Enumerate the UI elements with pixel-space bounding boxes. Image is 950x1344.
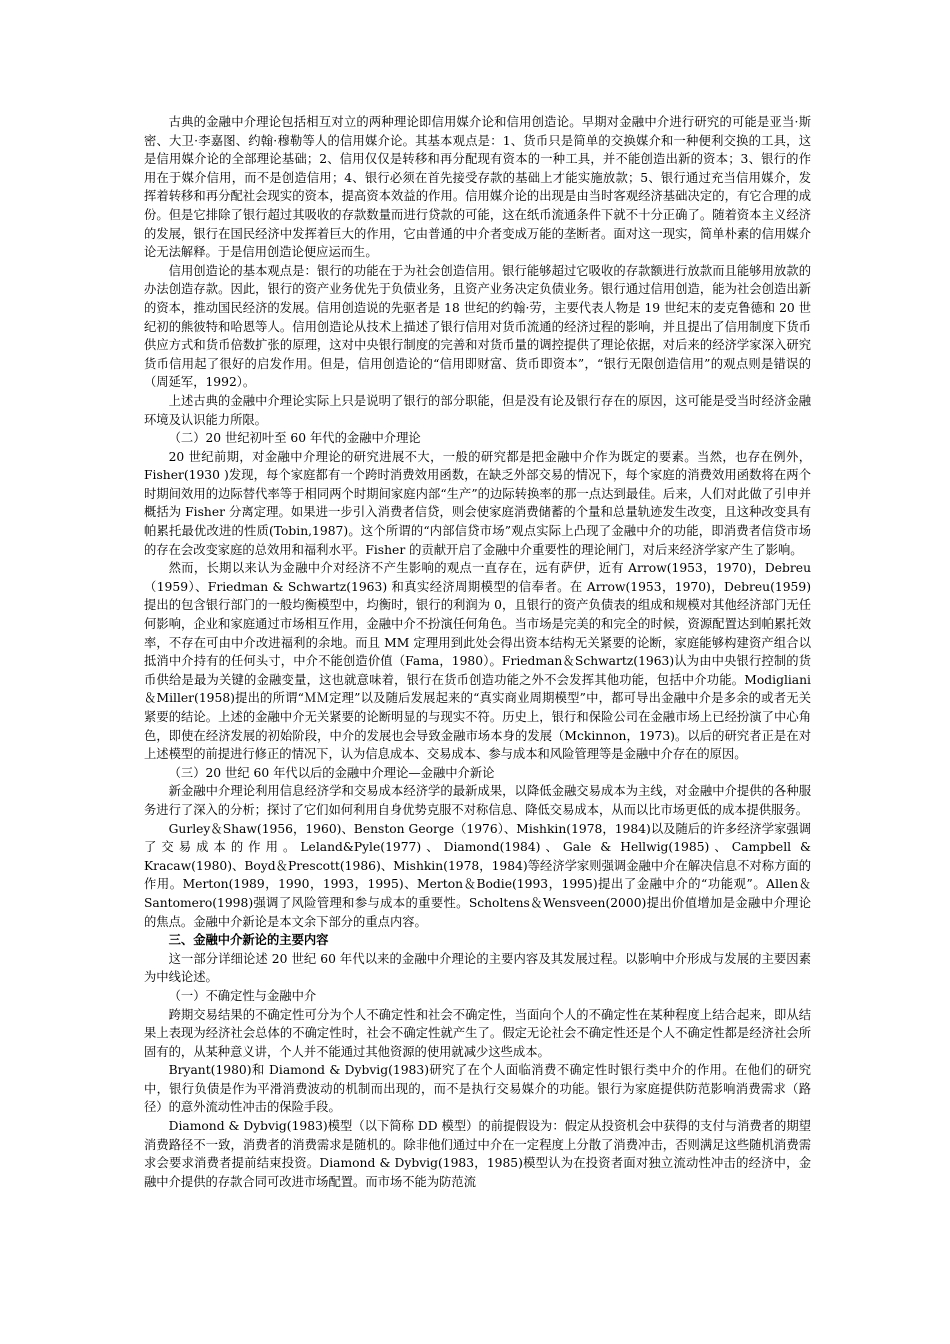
body-paragraph: 20 世纪前期，对金融中介理论的研究进展不大，一般的研究都是把金融中介作为既定的要素。当然，也存在例外，Fisher(1930 )发现，每个家庭都有一个跨时消费效用函数，在缺乏外部交易的情况下，每个家庭的消费效用函数将在两个时期间效用的边际替代率等于相同两个时期间家庭内部“生产”的边际转换率的那一点达到最佳。后来，人们对此做了引申并概括为 Fisher 分离定理。如果进一步引入消费者信贷，则会使家庭消费储蓄的个量和总量轨迹发生改变，且这种改变具有帕累托最优改进的性质(Tobin,1987)。这个所谓的“内部信贷市场”观点实际上凸现了金融中介的功能，即消费者信贷市场的存在会改变家庭的总效用和福利水平。Fisher 的贡献开启了金融中介重要性的理论闸门，对后来经济学家产生了影响。 (144, 449, 811, 557)
subsection-heading: （三）20 世纪 60 年代以后的金融中介理论—金融中介新论 (168, 765, 495, 780)
body-paragraph: 跨期交易结果的不确定性可分为个人不确定性和社会不确定性，当面向个人的不确定性在某种程度上结合起来，即从结果上表现为经济社会总体的不确定性时，社会不确定性就产生了。假定无论社会不确定性还是个人不确定性都是经济社会所固有的，从某种意义讲，个人并不能通过其他资源的使用就减少这些成本。 (144, 1007, 811, 1059)
body-paragraph: Diamond & Dybvig(1983)模型（以下简称 DD 模型）的前提假设为：假定从投资机会中获得的支付与消费者的期望消费路径不一致，消费者的消费需求是随机的。除非他们通过中介在一定程度上分散了消费冲击，否则满足这些随机消费需求会要求消费者提前结束投资。Diamond & Dybvig(1983，1985)模型认为在投资者面对独立流动性冲击的经济中，金融中介提供的存款合同可改进市场配置。而市场不能为防范流 (144, 1119, 811, 1189)
document-page (144, 113, 811, 1191)
body-paragraph: 上述古典的金融中介理论实际上只是说明了银行的部分职能，但是没有论及银行存在的原因，这可能是受当时经济金融环境及认识能力所限。 (144, 393, 811, 427)
section-heading: 三、金融中介新论的主要内容 (168, 932, 329, 948)
subsection-heading: （一）不确定性与金融中介 (168, 988, 317, 1003)
subsection-heading: （二）20 世纪初叶至 60 年代的金融中介理论 (168, 431, 421, 446)
body-paragraph: 然而，长期以来认为金融中介对经济不产生影响的观点一直存在，远有萨伊，近有 Arrow(1953，1970)，Debreu（1959）、Friedman & Schwartz(1963) 和真实经济周期模型的信奉者。在 Arrow(1953，1970)，Debreu(1959)提出的包含银行部门的一般均衡模型中，均衡时，银行的利润为 0，且银行的资产负债表的组成和规模对其他经济部门无任何影响，企业和家庭通过市场相互作用，金融中介不扮演任何角色。当市场是完美的和完全的时候，资源配置达到帕累托效率，不存在可由中介改进福利的余地。而且 MM 定理用到此处会得出资本结构无关紧要的论断，家庭能够构建资产组合以抵消中介持有的任何头寸，中介不能创造价值（Fama，1980）。Friedman＆Schwartz(1963)认为由中央银行控制的货币供给是最为关键的金融变量，这也就意味着，银行在货币创造功能之外不会发挥其他功能，包括中介功能。Modigliani＆Miller(1958)提出的所谓“ＭＭ定理”以及随后发展起来的“真实商业周期模型”中，都可导出金融中介是多余的或者无关紧要的结论。上述的金融中介无关紧要的论断明显的与现实不符。历史上，银行和保险公司在金融市场上已经扮演了中心角色，即使在经济发展的初始阶段，中介的发展也会导致金融市场本身的发展（Mckinnon，1973)。以后的研究者正是在对上述模型的前提进行修正的情况下，认为信息成本、交易成本、参与成本和风险管理等是金融中介存在的原因。 (144, 561, 811, 762)
body-paragraph: 古典的金融中介理论包括相互对立的两种理论即信用媒介论和信用创造论。早期对金融中介进行研究的可能是亚当·斯密、大卫·李嘉图、约翰·穆勒等人的信用媒介论。其基本观点是：1、货币只是简单的交换媒介和一种便利交换的工具，这是信用媒介论的全部理论基础；2、信用仅仅是转移和再分配现有资本的一种工具，并不能创造出新的资本；3、银行的作用在于媒介信用，而不是创造信用；4、银行必须在首先接受存款的基础上才能实施放款；5、银行通过充当信用媒介，发挥着转移和再分配社会现实的资本，提高资本效益的作用。信用媒介论的出现是由当时客观经济基础决定的，有它合理的成份。但是它排除了银行超过其吸收的存款数量而进行贷款的可能，这在纸币流通条件下就不十分正确了。随着资本主义经济的发展，银行在国民经济中发挥着巨大的作用，它由普通的中介者变成万能的垄断者。面对这一现实，简单朴素的信用媒介论无法解释。于是信用创造论便应运而生。 (144, 115, 811, 260)
body-paragraph: Bryant(1980)和 Diamond & Dybvig(1983)研究了在个人面临消费不确定性时银行类中介的作用。在他们的研究中，银行负债是作为平滑消费波动的机制而出现的，而不是执行交易媒介的功能。银行为家庭提供防范影响消费需求（路径）的意外流动性冲击的保险手段。 (144, 1063, 811, 1115)
body-paragraph: 信用创造论的基本观点是：银行的功能在于为社会创造信用。银行能够超过它吸收的存款额进行放款而且能够用放款的办法创造存款。因此，银行的资产业务优先于负债业务，且资产业务决定负债业务。银行通过信用创造，能为社会创造出新的资本，推动国民经济的发展。信用创造说的先驱者是 18 世纪的约翰·劳，主要代表人物是 19 世纪末的麦克鲁德和 20 世纪初的熊彼特和哈恩等人。信用创造论从技术上描述了银行信用对货币流通的经济过程的影响，并且提出了信用制度下货币供应方式和货币倍数扩张的原理，这对中央银行制度的完善和对货币量的调控提供了理论依据，对后来的经济学家深入研究货币信用起了很好的启发作用。但是，信用创造论的“信用即财富、货币即资本”，“银行无限创造信用”的观点则是错误的（周延军，1992）。 (144, 263, 811, 390)
body-paragraph: 新金融中介理论利用信息经济学和交易成本经济学的最新成果，以降低金融交易成本为主线，对金融中介提供的各种服务进行了深入的分析；探讨了它们如何利用自身优势克服不对称信息、降低交易成本，从而以比市场更低的成本提供服务。 (144, 784, 811, 817)
body-paragraph: 这一部分详细论述 20 世纪 60 年代以来的金融中介理论的主要内容及其发展过程。以影响中介形成与发展的主要因素为中线论述。 (144, 951, 811, 985)
body-paragraph: Gurley＆Shaw(1956，1960)、Benston George（1976）、Mishkin(1978，1984)以及随后的许多经济学家强调了交易成本的作用。Leland&Pyle(1977)、Diamond(1984)、Gale & Hellwig(1985)、Campbell & Kracaw(1980)、Boyd＆Prescott(1986)、Mishkin(1978，1984)等经济学家则强调金融中介在解决信息不对称方面的作用。Merton(1989，1990，1993，1995)、Merton＆Bodie(1993，1995)提出了金融中介的“功能观”。Allen＆Santomero(1998)强调了风险管理和参与成本的重要性。Scholtens＆Wensveen(2000)提出价值增加是金融中介理论的焦点。金融中介新论是本文余下部分的重点内容。 (144, 821, 811, 929)
